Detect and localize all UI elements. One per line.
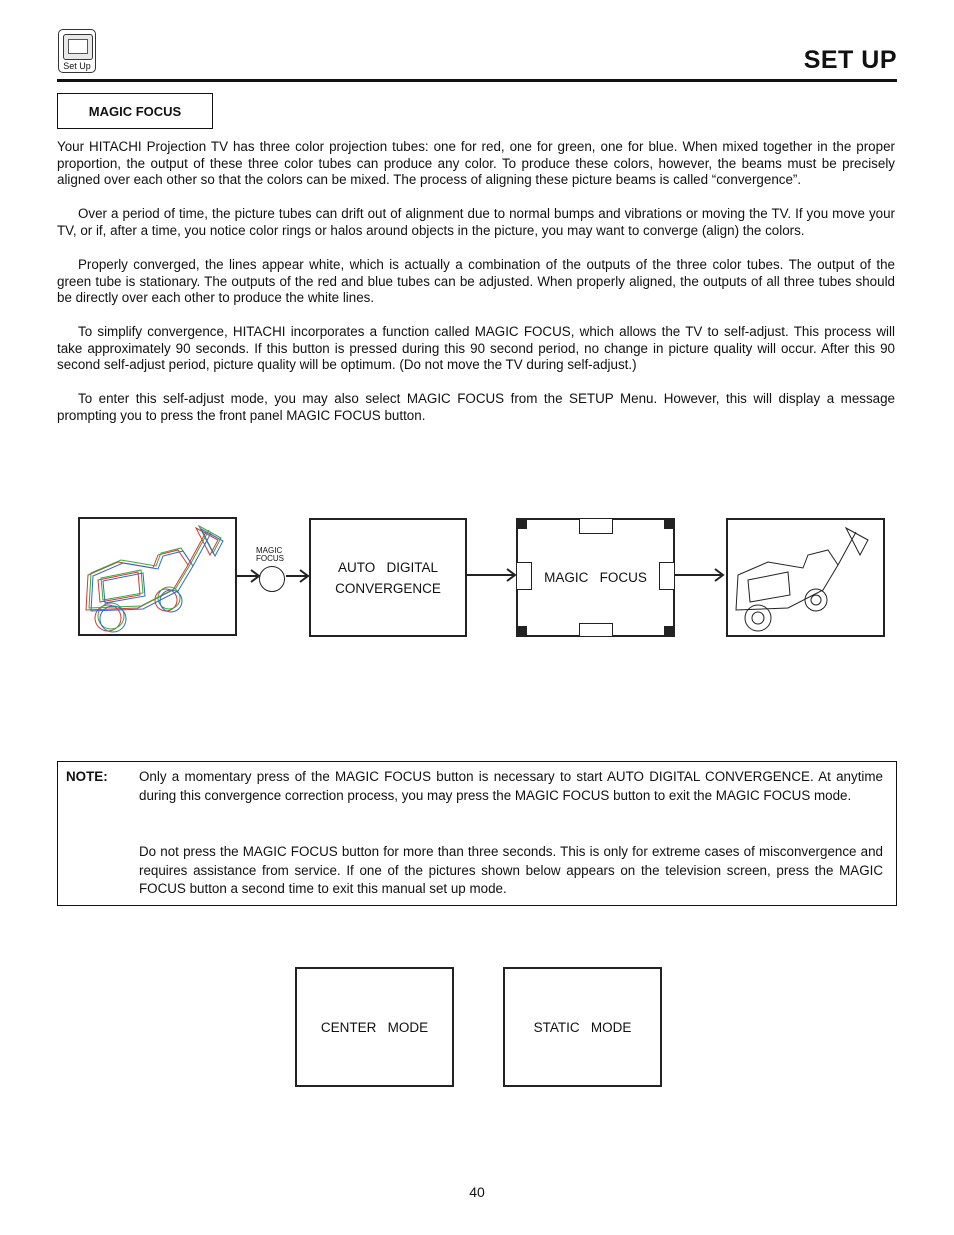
icon-label: Set Up [63,61,91,71]
corner-marker [664,626,675,637]
convergence-tab-right [659,562,675,590]
paragraph-self-adjust: To enter this self-adjust mode, you may also select MAGIC FOCUS from the SETUP Menu. However, this will display a message prompting you to press the front panel MAGIC FOCUS button. [57,391,895,423]
note-text-1: Only a momentary press of the MAGIC FOCUS button is necessary to start AUTO DIGITAL CONVERGENCE. At anytime during this convergence correction process, you may press the MAGIC FOCUS button to exit the MAGIC FOCUS mode. [139,769,883,803]
converged-car-drawing [728,520,883,635]
setup-tv-icon [58,29,96,73]
static-mode-label: STATIC MODE [533,1019,632,1035]
button-label-line2: FOCUS [256,554,284,563]
magic-focus-pattern-box [516,518,675,637]
static-mode-box [503,967,662,1087]
magic-focus-button-label [256,547,284,563]
convergence-tab-top [579,518,613,534]
paragraph-converged: Properly converged, the lines appear white, which is actually a combination of the outputs of the three color tubes. The output of the green tube is stationary. The outputs of the red and blue tubes can be adjusted. When properly aligned, the outputs of all three tubes should be directly over each other to produce the white lines. [57,257,895,306]
note-text-2: Do not press the MAGIC FOCUS button for more than three seconds. This is only for extreme cases of misconvergence and requires assistance from service. If one of the pictures shown below appears on the television screen, press the MAGIC FOCUS button a second time to exit this manual set up mode. [139,844,883,897]
converged-picture [726,518,885,637]
center-mode-label: CENTER MODE [320,1019,429,1035]
arrow-right-icon [236,568,262,584]
section-heading: MAGIC FOCUS [57,93,213,129]
corner-marker [516,626,527,637]
note-label: NOTE: [66,769,108,784]
auto-label-line2: CONVERGENCE [335,580,441,596]
arrow-right-icon [467,567,519,583]
page-number: 40 [469,1184,485,1200]
misconverged-car-drawing [80,519,235,634]
convergence-tab-bottom [579,623,613,637]
auto-digital-convergence-box [309,518,467,637]
button-label-line1: MAGIC [256,546,283,555]
magic-focus-label: MAGIC FOCUS [544,570,647,585]
page-title: SET UP [803,46,897,74]
convergence-tab-left [516,562,532,590]
paragraph-magic-focus: To simplify convergence, HITACHI incorporates a function called MAGIC FOCUS, which allows the TV to self-adjust. This process will take approximately 90 seconds. If this button is pressed during this 90 second period, no change in picture quality will occur. After this 90 second self-adjust period, picture quality will be optimum. (Do not move the TV during self-adjust.) [57,324,895,373]
corner-marker [664,518,675,529]
tv-screen-icon [63,34,93,60]
corner-marker [516,518,527,529]
center-mode-box [295,967,454,1087]
misconverged-picture [78,517,237,636]
paragraph-intro: Your HITACHI Projection TV has three color projection tubes: one for red, one for green, one for blue. When mixed together in the proper proportion, the output of these three color tubes can produce any color. To produce these colors, however, the beams must be precisely aligned over each other so that the colors can be mixed. The process of aligning these picture beams is called “convergence”. [57,139,895,188]
magic-focus-button-icon [259,566,285,592]
paragraph-drift: Over a period of time, the picture tubes can drift out of alignment due to normal bumps and vibrations or moving the TV. If you move your TV, or if, after a time, you notice color rings or halos around objects in the picture, you may want to converge (align) the colors. [57,206,895,238]
title-rule [57,79,897,82]
arrow-right-icon [675,567,727,583]
auto-label-line1: AUTO DIGITAL [337,559,439,575]
